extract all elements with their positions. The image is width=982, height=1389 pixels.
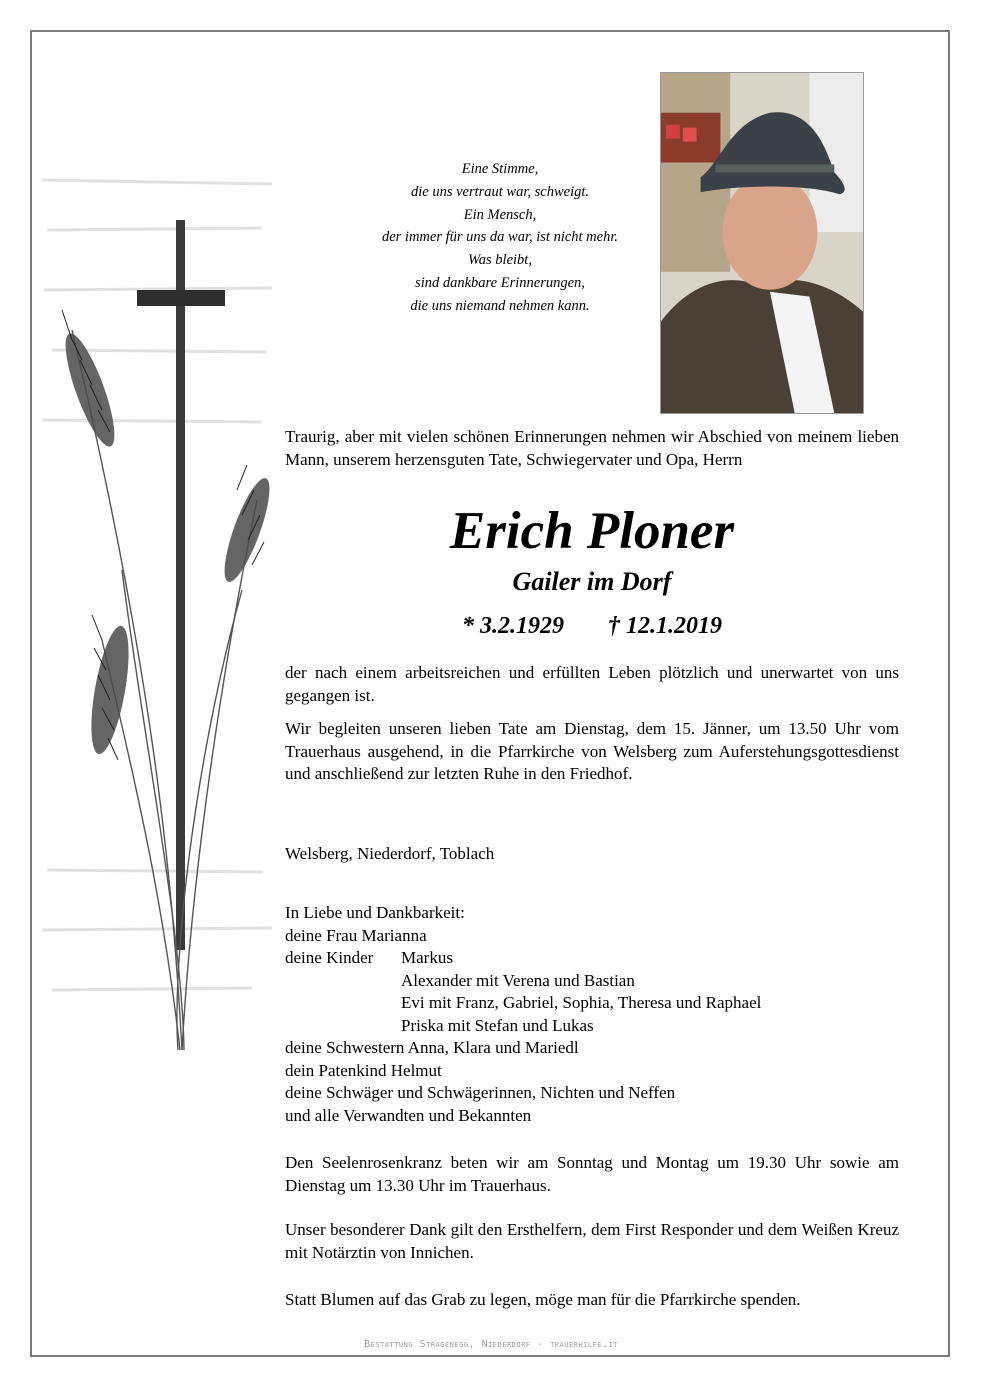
child-name: Evi mit Franz, Gabriel, Sophia, Theresa und Raphael xyxy=(401,993,762,1012)
house-name: Gailer im Dorf xyxy=(512,567,672,596)
memorial-verse xyxy=(330,158,670,318)
thanks-paragraph: Unser besonderer Dank gilt den Ersthelfern, dem First Responder und dem Weißen Kreuz mit Notärztin von Innichen. xyxy=(285,1220,899,1262)
family-sisters: deine Schwestern Anna, Klara und Mariedl xyxy=(285,1038,579,1057)
verse-line: die uns niemand nehmen kann. xyxy=(410,297,590,314)
family-godchild: dein Patenkind Helmut xyxy=(285,1060,442,1080)
intro-paragraph: Traurig, aber mit vielen schönen Erinnerungen nehmen wir Abschied von meinem lieben Mann, unserem herzensguten Tate, Schwiegervater und Opa, Herrn xyxy=(285,427,899,469)
child-name: Alexander mit Verena und Bastian xyxy=(401,970,635,990)
cross-icon xyxy=(32,170,282,1070)
life-dates xyxy=(285,608,899,644)
family-children-row xyxy=(285,947,899,970)
flowers-paragraph: Statt Blumen auf das Grab zu legen, möge man für die Pfarrkirche spenden. xyxy=(285,1290,801,1309)
verse-line: Ein Mensch, xyxy=(463,206,537,223)
child-name: Markus xyxy=(401,948,453,967)
family-heading: In Liebe und Dankbarkeit: xyxy=(285,903,465,922)
children-label: deine Kinder xyxy=(285,948,374,967)
birth-date: * 3.2.1929 xyxy=(462,613,564,639)
deceased-name: Erich Ploner xyxy=(449,502,735,560)
portrait-photo xyxy=(660,72,864,414)
cross-and-wheat-illustration xyxy=(32,170,282,1070)
verse-line: der immer für uns da war, ist nicht mehr. xyxy=(381,229,619,246)
passing-paragraph: der nach einem arbeitsreichen und erfüllten Leben plötzlich und unerwartet von uns gegangen ist. xyxy=(285,663,899,705)
verse-line: Eine Stimme, xyxy=(461,161,539,177)
family-in-laws: deine Schwäger und Schwägerinnen, Nichten und Neffen xyxy=(285,1083,676,1102)
footer-credit: Bestattung Stragenegg, Niederdorf - trauerhilfe.it xyxy=(364,1339,618,1350)
family-wife: deine Frau Marianna xyxy=(285,925,427,945)
child-name: Priska mit Stefan und Lukas xyxy=(401,1015,594,1035)
death-date: † 12.1.2019 xyxy=(608,613,722,639)
rosary-paragraph: Den Seelenrosenkranz beten wir am Sonntag und Montag um 19.30 Uhr sowie am Dienstag um 13.30 Uhr im Trauerhaus. xyxy=(285,1153,899,1195)
verse-line: die uns vertraut war, schweigt. xyxy=(410,183,590,200)
funeral-paragraph: Wir begleiten unseren lieben Tate am Dienstag, dem 15. Jänner, um 13.50 Uhr vom Trauerhaus ausgehend, in die Pfarrkirche von Welsberg zum Auferstehungsgottesdienst und anschließend zur letzten Ruhe in den Friedhof. xyxy=(285,719,899,783)
family-list xyxy=(285,902,899,1127)
verse-line: Was bleibt, xyxy=(468,252,532,269)
family-relatives: und alle Verwandten und Bekannten xyxy=(285,1105,532,1125)
verse-line: sind dankbare Erinnerungen, xyxy=(415,274,585,291)
places-line: Welsberg, Niederdorf, Toblach xyxy=(285,844,495,863)
